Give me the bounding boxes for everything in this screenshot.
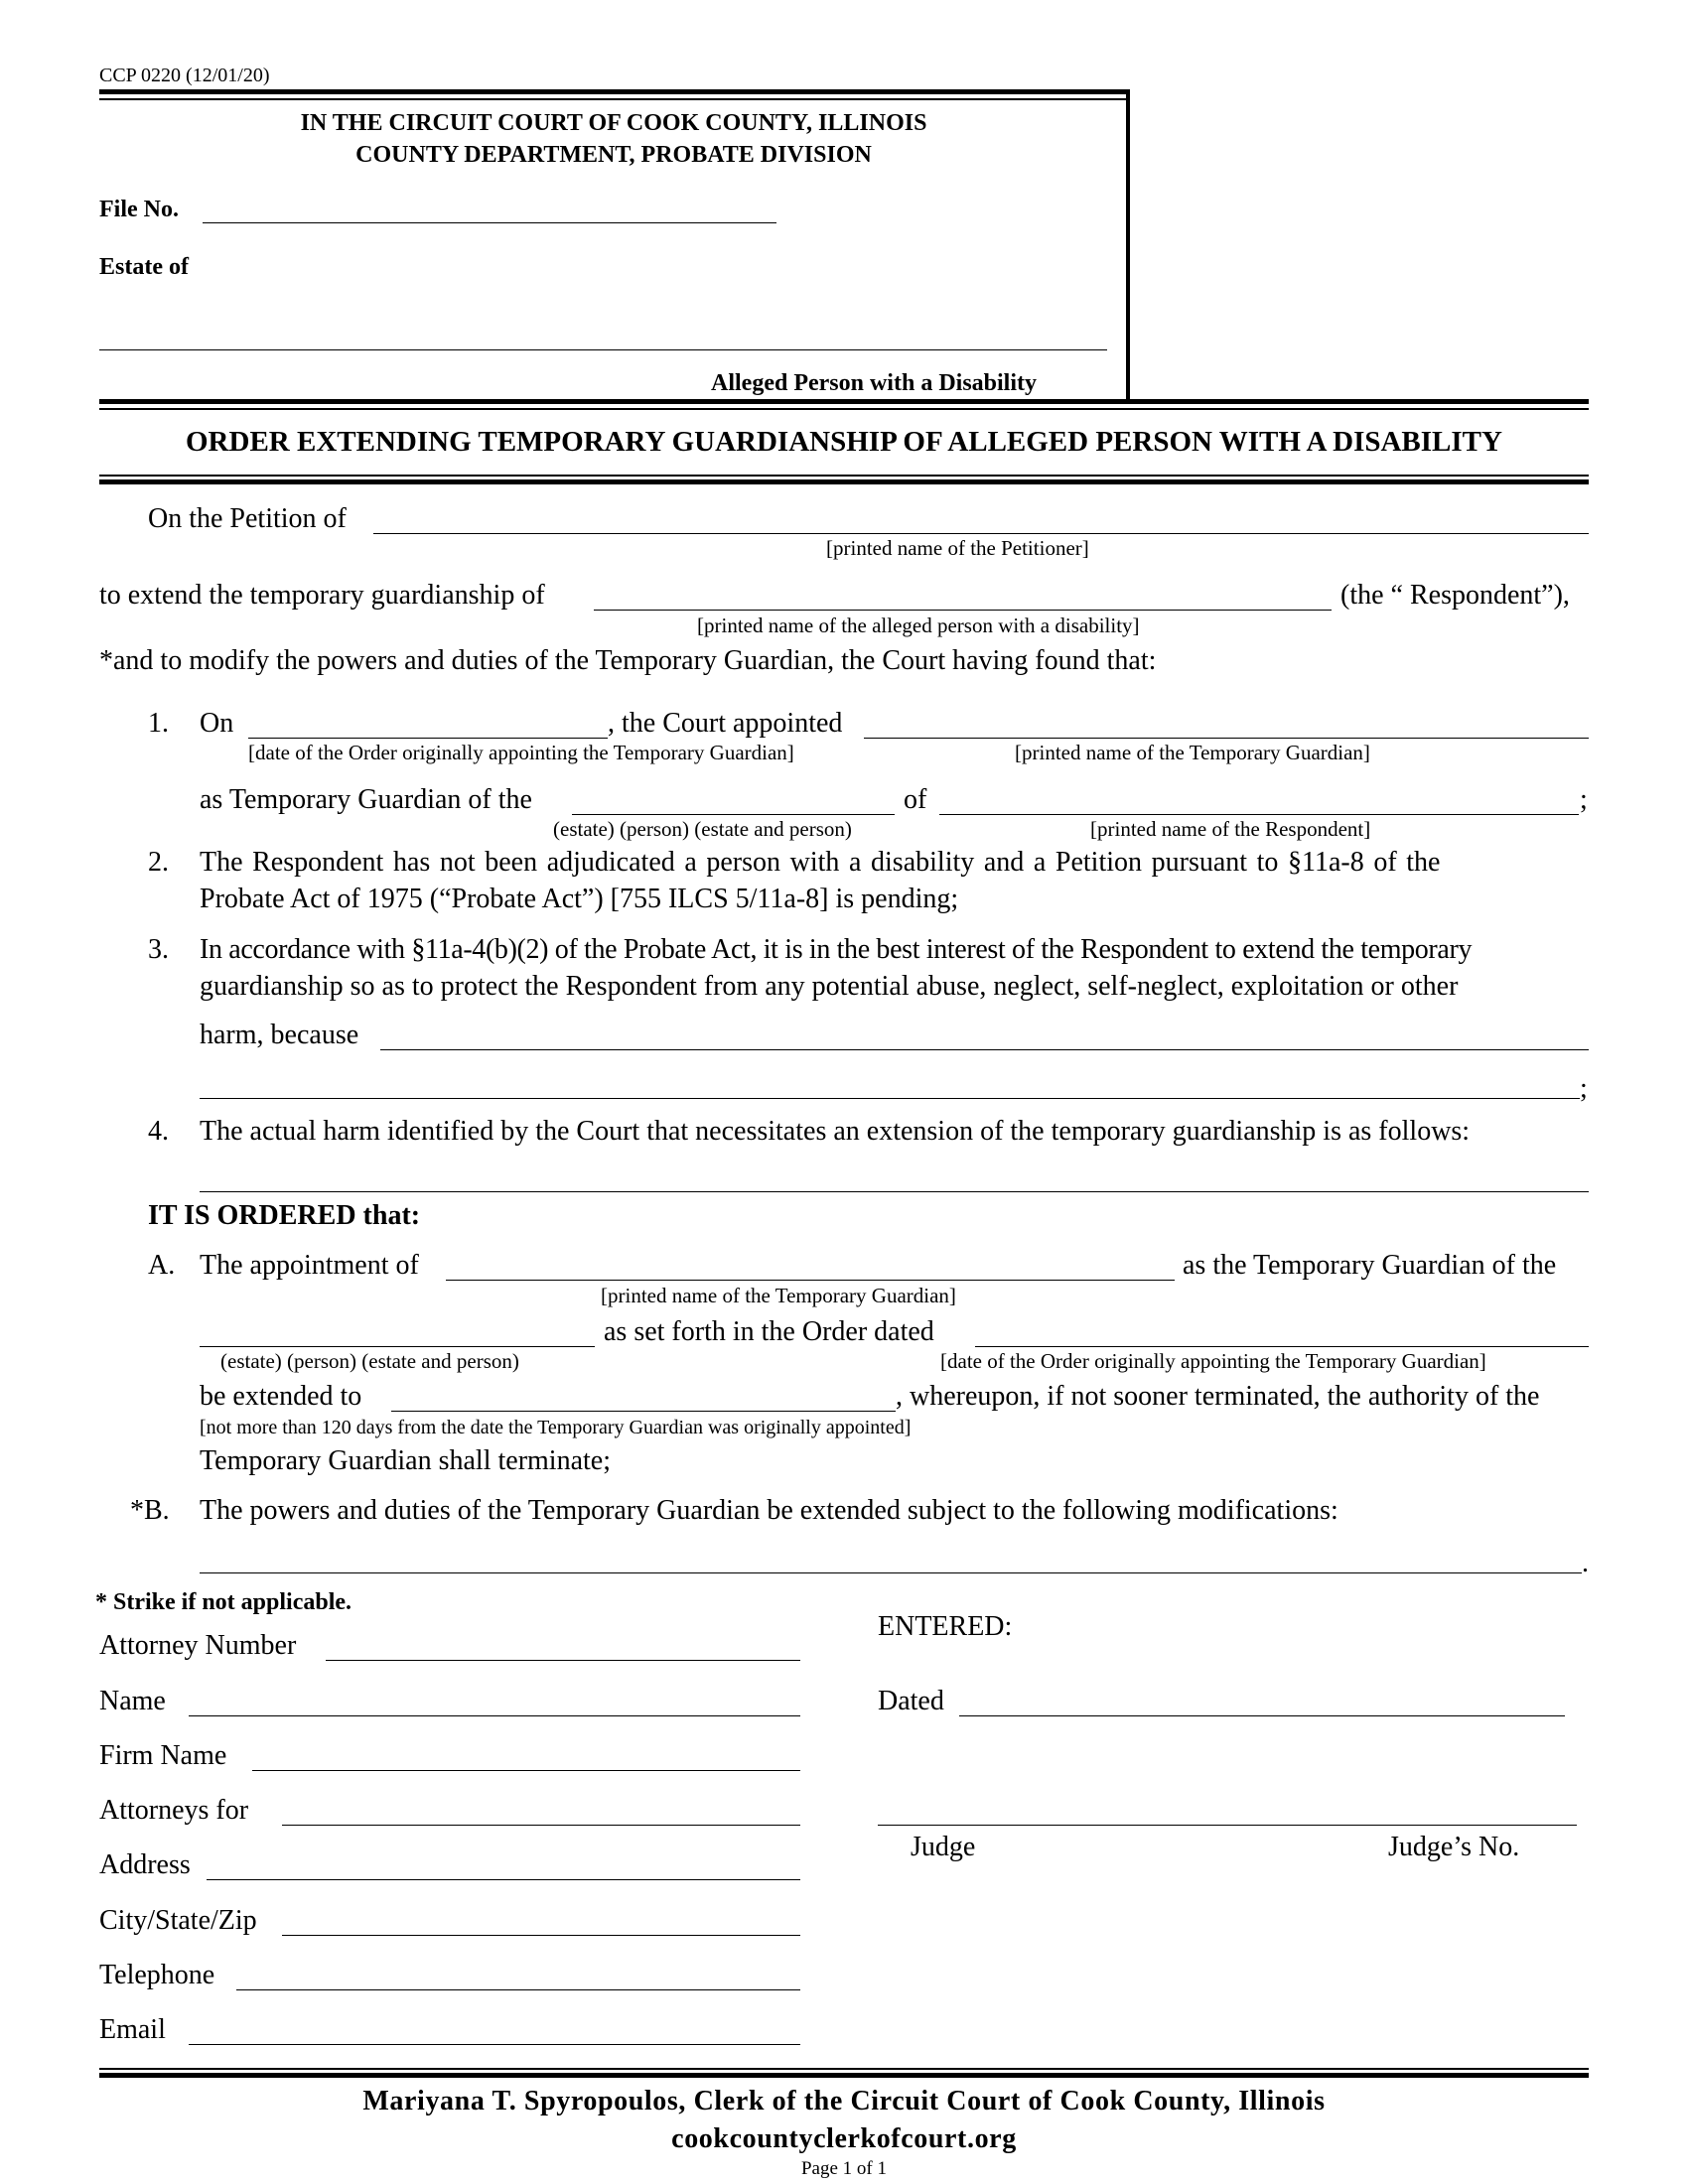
harm-reason-field-2[interactable] <box>200 1066 1580 1099</box>
finding-3-harm-because: harm, because <box>200 1020 359 1050</box>
original-order-date-hint: [date of the Order originally appointing the Temporary Guardian] <box>248 741 794 764</box>
order-a-guardian-field[interactable] <box>446 1248 1175 1281</box>
original-order-date-field[interactable] <box>248 706 608 739</box>
email-field[interactable] <box>189 2012 800 2045</box>
guardianship-type-hint: (estate) (person) (estate and person) <box>553 817 852 841</box>
finding-1-on: On <box>200 708 234 739</box>
finding-1-semicolon: ; <box>1580 784 1588 815</box>
order-b-period: . <box>1582 1548 1589 1578</box>
title-bottom-rule <box>99 479 1589 484</box>
court-name: IN THE CIRCUIT COURT OF COOK COUNTY, ILLINOIS <box>300 110 927 136</box>
footer-rule-thin <box>99 2068 1589 2070</box>
petitioner-field[interactable] <box>373 501 1589 534</box>
form-code: CCP 0220 (12/01/20) <box>99 65 270 86</box>
harm-reason-input-2[interactable] <box>200 1066 1580 1098</box>
order-a-extended-to: be extended to <box>200 1381 362 1412</box>
finding-2-line-2: Probate Act of 1975 (“Probate Act”) [755 ILCS 5/11a-8] is pending; <box>200 884 959 914</box>
order-a-order-date-hint: [date of the Order originally appointing the Temporary Guardian] <box>940 1349 1486 1373</box>
estate-of-label: Estate of <box>99 254 189 280</box>
actual-harm-field[interactable] <box>200 1160 1589 1192</box>
estate-name-field[interactable] <box>99 318 1107 350</box>
dated-label: Dated <box>878 1686 944 1716</box>
petitioner-input[interactable] <box>373 501 1589 533</box>
order-a-order-date-field[interactable] <box>975 1314 1589 1347</box>
firm-name-input[interactable] <box>252 1738 800 1770</box>
clerk-name: Mariyana T. Spyropoulos, Clerk of the Circuit Court of Cook County, Illinois <box>362 2086 1326 2116</box>
telephone-label: Telephone <box>99 1960 215 1990</box>
address-input[interactable] <box>207 1847 800 1879</box>
dated-field[interactable] <box>959 1684 1565 1716</box>
clerk-website: cookcountyclerkofcourt.org <box>671 2123 1017 2154</box>
file-no-input[interactable] <box>203 191 776 222</box>
finding-1-respondent-hint: [printed name of the Respondent] <box>1090 817 1371 841</box>
extension-date-input[interactable] <box>391 1379 896 1411</box>
finding-3-line-2: guardianship so as to protect the Respondent from any potential abuse, neglect, self-neglect, exploitation or other <box>200 971 1459 1002</box>
footer-rule <box>99 2073 1589 2078</box>
guardianship-type-field[interactable] <box>572 782 895 815</box>
modifications-field[interactable] <box>200 1541 1582 1573</box>
finding-1-respondent-input[interactable] <box>939 782 1579 814</box>
harm-reason-field-1[interactable] <box>380 1018 1589 1050</box>
finding-1-number: 1. <box>148 708 169 739</box>
attorney-name-input[interactable] <box>189 1684 800 1715</box>
order-a-label: A. <box>148 1250 176 1281</box>
attorneys-for-input[interactable] <box>282 1793 800 1825</box>
dated-input[interactable] <box>959 1684 1565 1715</box>
attorney-number-input[interactable] <box>326 1628 800 1660</box>
finding-1-respondent-field[interactable] <box>939 782 1579 815</box>
order-b-label: *B. <box>130 1495 170 1526</box>
title-bottom-rule-thin <box>99 475 1589 477</box>
extension-date-hint: [not more than 120 days from the date the Temporary Guardian was originally appointed] <box>200 1417 912 1438</box>
attorney-name-field[interactable] <box>189 1684 800 1716</box>
finding-2-line-1: The Respondent has not been adjudicated a person with a disability and a Petition pursuant to §11a-8 of the <box>200 847 1441 878</box>
attorneys-for-field[interactable] <box>282 1793 800 1826</box>
firm-name-field[interactable] <box>252 1738 800 1771</box>
finding-3-number: 3. <box>148 934 169 965</box>
finding-4-line-1: The actual harm identified by the Court that necessitates an extension of the temporary guardianship is as follows: <box>200 1116 1471 1147</box>
email-label: Email <box>99 2014 166 2045</box>
caption-top-rule-thin <box>99 98 1128 100</box>
city-state-zip-input[interactable] <box>282 1903 800 1935</box>
attorney-number-label: Attorney Number <box>99 1630 297 1661</box>
order-a-terminate: Temporary Guardian shall terminate; <box>200 1445 611 1476</box>
order-a-guardian-hint: [printed name of the Temporary Guardian] <box>601 1284 956 1307</box>
telephone-input[interactable] <box>236 1958 800 1989</box>
respondent-suffix: (the “ Respondent”), <box>1340 580 1570 611</box>
judge-signature-input[interactable] <box>878 1793 1577 1825</box>
modifications-input[interactable] <box>200 1541 1582 1572</box>
finding-1-court-appointed: , the Court appointed <box>608 708 843 739</box>
to-extend-label: to extend the temporary guardianship of <box>99 580 545 611</box>
entered-label: ENTERED: <box>878 1611 1013 1642</box>
respondent-field[interactable] <box>594 578 1332 611</box>
guardianship-type-input[interactable] <box>572 782 895 814</box>
finding-3-semicolon: ; <box>1580 1073 1588 1104</box>
order-a-as-guardian: as the Temporary Guardian of the <box>1183 1250 1557 1281</box>
order-a-guardian-input[interactable] <box>446 1248 1175 1280</box>
judge-signature-field[interactable] <box>878 1793 1577 1826</box>
address-label: Address <box>99 1849 191 1880</box>
title-top-rule-thin <box>99 408 1589 410</box>
finding-1-as-guardian: as Temporary Guardian of the <box>200 784 532 815</box>
page-number: Page 1 of 1 <box>800 2158 887 2179</box>
harm-reason-input-1[interactable] <box>380 1018 1589 1049</box>
firm-name-label: Firm Name <box>99 1740 227 1771</box>
finding-1-of: of <box>904 784 927 815</box>
title-top-rule <box>99 399 1589 404</box>
ordered-heading: IT IS ORDERED that: <box>148 1200 421 1231</box>
respondent-input[interactable] <box>594 578 1332 610</box>
city-state-zip-field[interactable] <box>282 1903 800 1936</box>
city-state-zip-label: City/State/Zip <box>99 1905 257 1936</box>
attorneys-for-label: Attorneys for <box>99 1795 249 1826</box>
judge-number-label: Judge’s No. <box>1388 1832 1520 1862</box>
finding-4-number: 4. <box>148 1116 169 1147</box>
email-input[interactable] <box>189 2012 800 2044</box>
temporary-guardian-field[interactable] <box>864 706 1589 739</box>
extension-date-field[interactable] <box>391 1379 896 1412</box>
estate-name-input[interactable] <box>99 318 1107 349</box>
order-b-text: The powers and duties of the Temporary Guardian be extended subject to the following modifications: <box>200 1495 1338 1526</box>
finding-3-line-1: In accordance with §11a-4(b)(2) of the Probate Act, it is in the best interest of the Respondent to extend the temporary <box>200 934 1473 965</box>
judge-label: Judge <box>911 1832 976 1862</box>
respondent-hint: [printed name of the alleged person with a disability] <box>697 614 1140 637</box>
temporary-guardian-hint: [printed name of the Temporary Guardian] <box>1015 741 1370 764</box>
file-no-label: File No. <box>99 197 179 222</box>
order-a-whereupon: , whereupon, if not sooner terminated, the authority of the <box>896 1381 1540 1412</box>
on-petition-label: On the Petition of <box>148 503 347 534</box>
order-a-as-set-forth: as set forth in the Order dated <box>604 1316 934 1347</box>
order-a-appointment-of: The appointment of <box>200 1250 419 1281</box>
order-a-guardianship-type-hint: (estate) (person) (estate and person) <box>220 1349 519 1373</box>
order-a-guardianship-type-input[interactable] <box>200 1314 595 1346</box>
attorney-name-label: Name <box>99 1686 166 1716</box>
address-field[interactable] <box>207 1847 800 1880</box>
modify-line: *and to modify the powers and duties of the Temporary Guardian, the Court having found that: <box>99 645 1157 676</box>
form-title: ORDER EXTENDING TEMPORARY GUARDIANSHIP OF ALLEGED PERSON WITH A DISABILITY <box>186 426 1502 458</box>
court-division: COUNTY DEPARTMENT, PROBATE DIVISION <box>355 142 872 168</box>
finding-2-number: 2. <box>148 847 169 878</box>
order-a-guardianship-type-field[interactable] <box>200 1314 595 1347</box>
attorney-number-field[interactable] <box>326 1628 800 1661</box>
telephone-field[interactable] <box>236 1958 800 1990</box>
file-no-field[interactable] <box>203 191 776 223</box>
actual-harm-input[interactable] <box>200 1160 1589 1191</box>
petitioner-hint: [printed name of the Petitioner] <box>826 536 1089 560</box>
alleged-person-label: Alleged Person with a Disability <box>711 370 1037 396</box>
order-a-order-date-input[interactable] <box>975 1314 1589 1346</box>
strike-note: * Strike if not applicable. <box>95 1589 352 1615</box>
caption-top-rule <box>99 89 1128 94</box>
temporary-guardian-input[interactable] <box>864 706 1589 738</box>
original-order-date-input[interactable] <box>248 706 608 738</box>
